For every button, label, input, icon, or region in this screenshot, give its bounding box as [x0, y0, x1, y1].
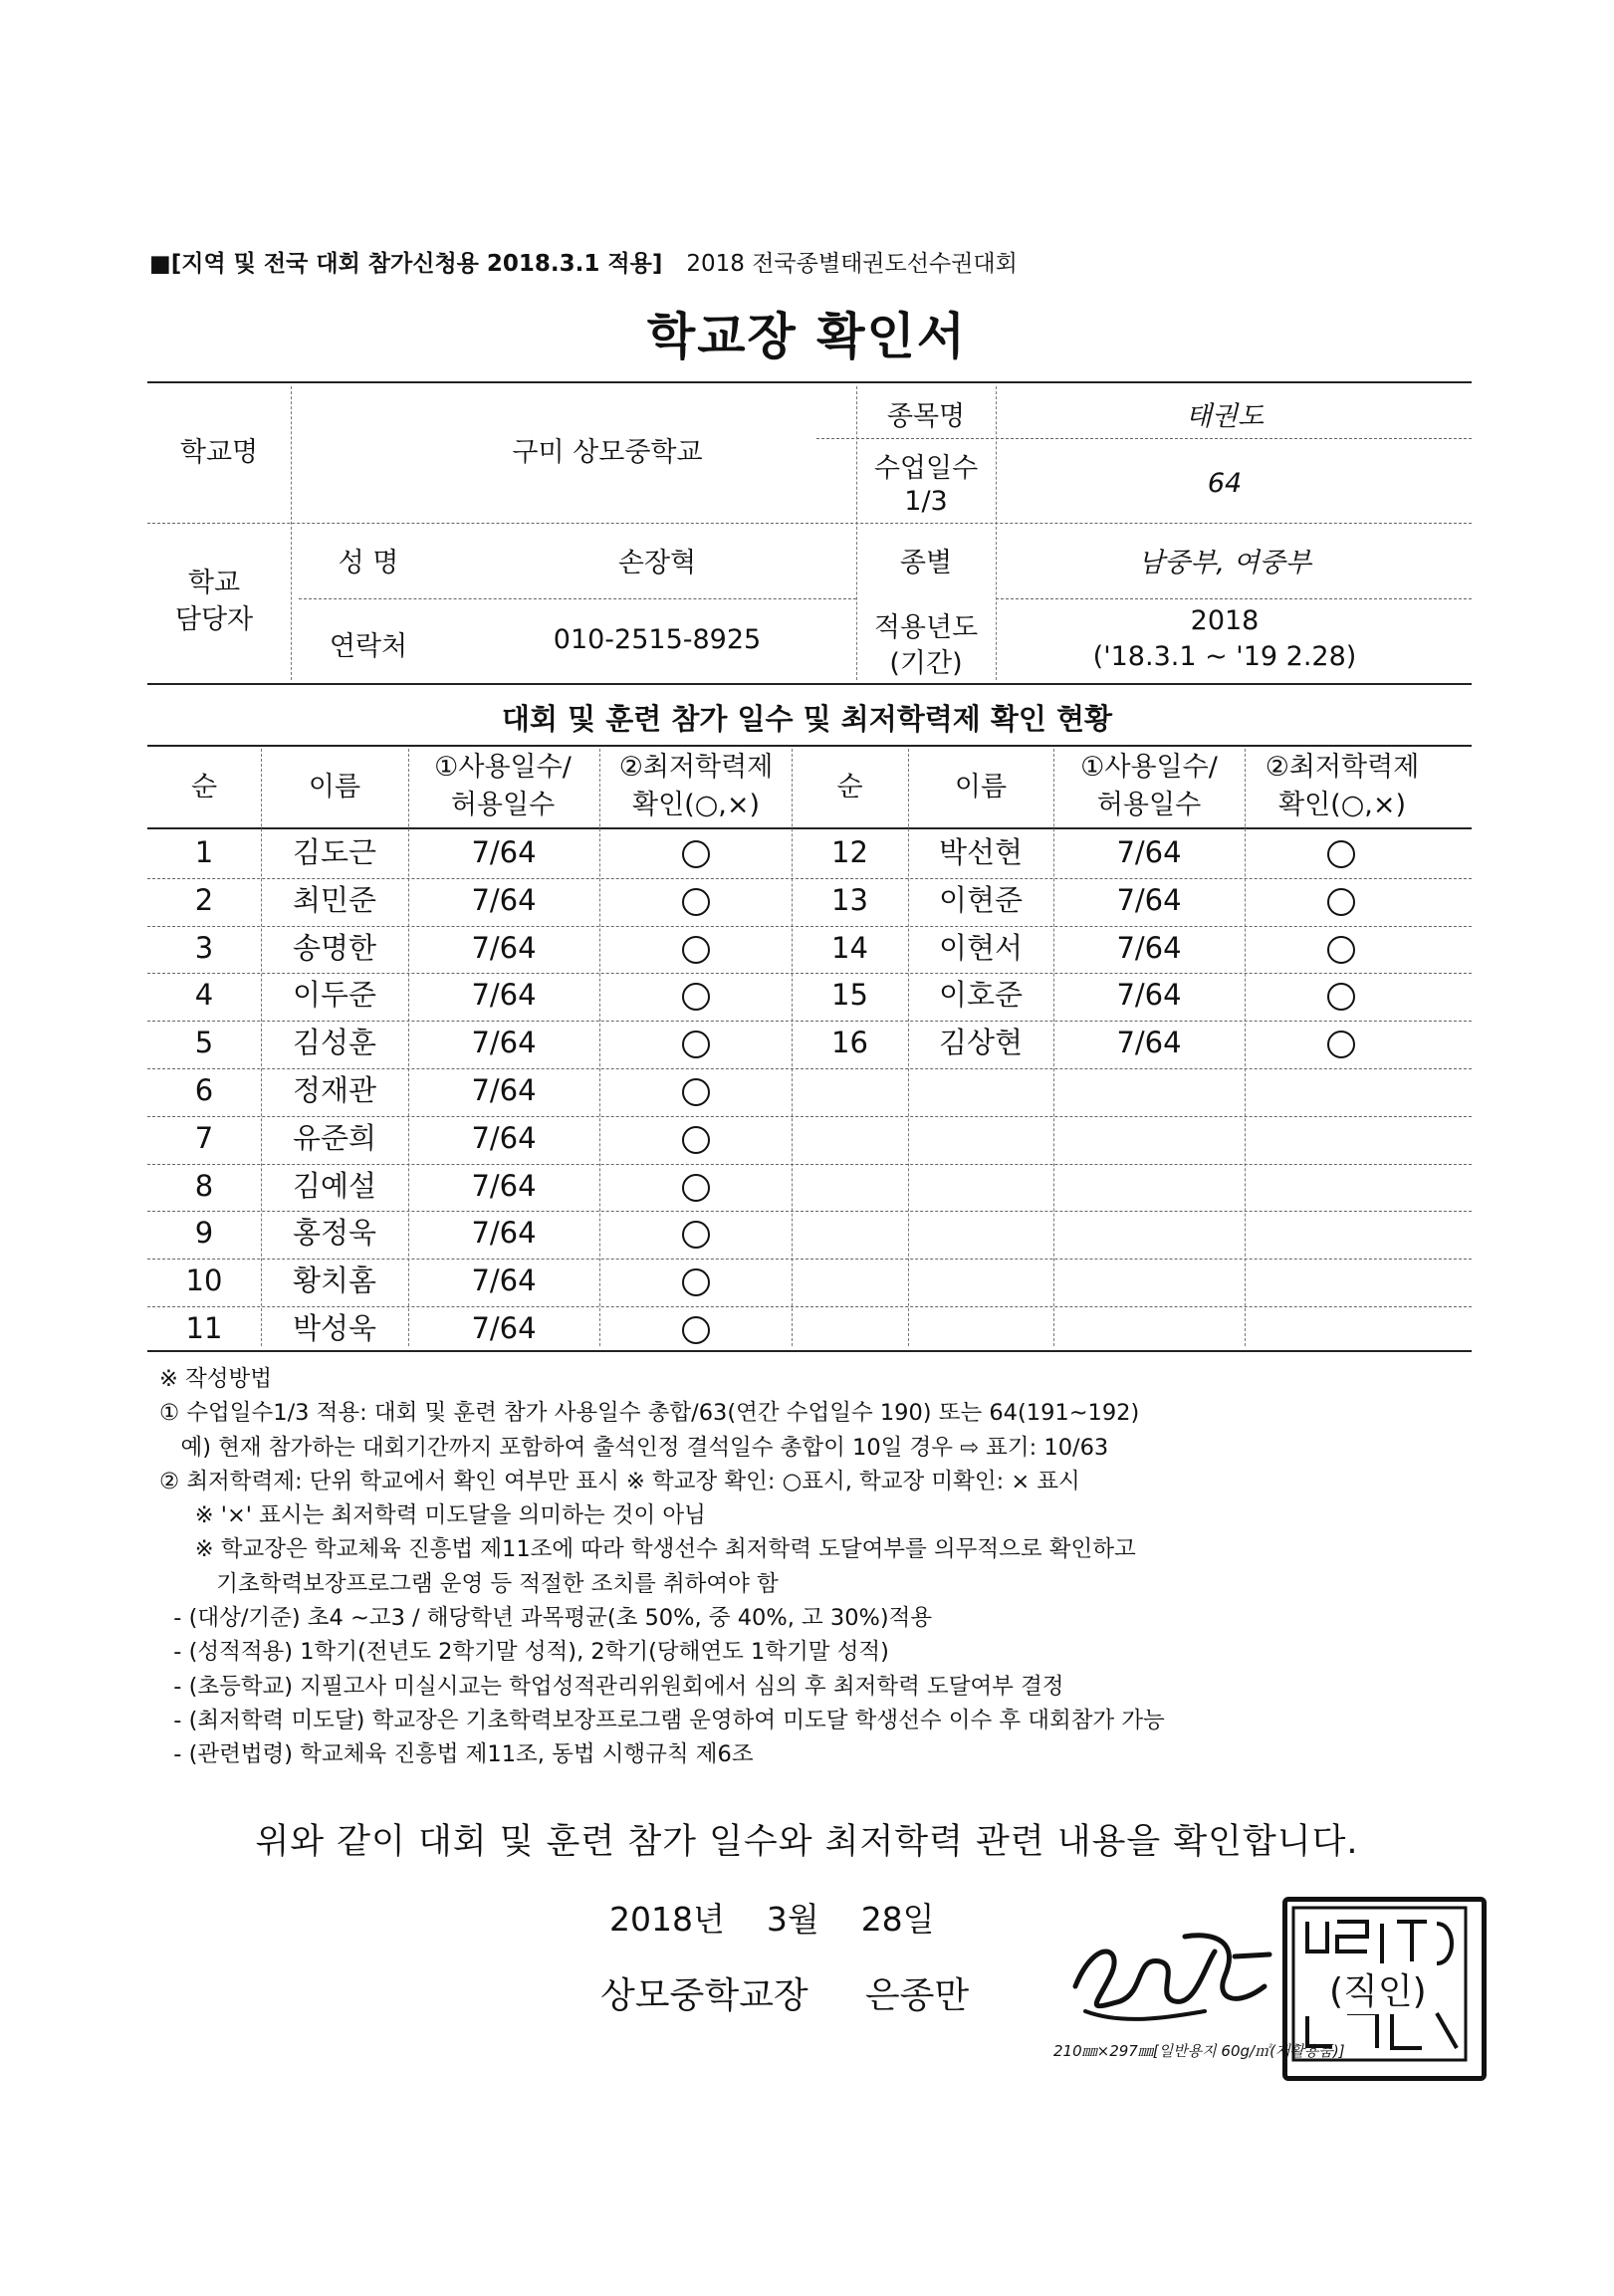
confirm-statement: 위와 같이 대회 및 훈련 참가 일수와 최저학력 관련 내용을 확인합니다. — [255, 1822, 1359, 1862]
row-number: 13 — [831, 882, 868, 917]
student-name: 박선현 — [938, 835, 1024, 869]
instructions — [159, 1362, 1165, 1772]
student-name: 황치홈 — [292, 1263, 377, 1298]
col-name-right: 이름 — [954, 772, 1008, 803]
col-name-left: 이름 — [308, 772, 361, 803]
row-number: 7 — [194, 1120, 214, 1155]
check-circle-icon — [1327, 840, 1355, 868]
table-top-rule — [147, 745, 1472, 747]
check-circle-icon — [1327, 1031, 1355, 1058]
days-used: 7/64 — [471, 882, 537, 917]
row-number: 16 — [831, 1026, 868, 1060]
year-label-1: 적용년도 — [873, 612, 979, 643]
note-line: - (초등학교) 지필고사 미실시교는 학업성적관리위원회에서 심의 후 최저학력 도달여부 결정 — [159, 1673, 1064, 1700]
student-name: 유준희 — [292, 1120, 377, 1155]
days-label-2: 1/3 — [904, 486, 948, 517]
academic-check — [1245, 880, 1437, 920]
student-name: 최민준 — [292, 882, 377, 917]
student-name: 이호준 — [938, 978, 1024, 1013]
division-label: 종별 — [899, 548, 953, 578]
student-name: 김성훈 — [292, 1026, 377, 1060]
seal-mark: (직인) — [1329, 1963, 1427, 2014]
col-check-left-1: ②최저학력제 — [618, 752, 774, 783]
note-line: ① 수업일수1/3 적용: 대회 및 훈련 참가 사용일수 총합/63(연간 수업일수 190) 또는 64(191~192) — [159, 1400, 1140, 1427]
days-used: 7/64 — [1116, 978, 1182, 1013]
name-label: 성 명 — [338, 548, 399, 578]
signatory-name: 은종만 — [864, 1975, 970, 2016]
student-name: 이현준 — [938, 882, 1024, 917]
note-line: - (대상/기준) 초4 ~고3 / 해당학년 과목평균(초 50%, 중 40%, 고 30%)적용 — [159, 1605, 933, 1632]
row-rule — [147, 1211, 1472, 1212]
check-circle-icon — [1327, 888, 1355, 916]
row-rule — [147, 1068, 1472, 1069]
manager-label-1: 학교 — [187, 568, 241, 598]
info-rule-3 — [299, 598, 856, 599]
row-number: 9 — [194, 1216, 214, 1251]
col-no-left: 순 — [190, 772, 218, 803]
check-circle-icon — [682, 1126, 710, 1154]
row-number: 8 — [194, 1168, 214, 1203]
page-title: 학교장 확인서 — [646, 308, 968, 365]
date-day: 28일 — [860, 1900, 935, 1939]
check-circle-icon — [682, 1316, 710, 1344]
division-value: 남중부, 여중부 — [1138, 548, 1311, 578]
academic-check — [1245, 1023, 1437, 1062]
academic-check — [599, 975, 792, 1015]
academic-check — [1245, 928, 1437, 968]
row-number: 5 — [194, 1026, 214, 1060]
note-line: ※ '×' 표시는 최저학력 미도달을 의미하는 것이 아님 — [159, 1502, 706, 1529]
row-rule — [147, 1021, 1472, 1022]
sport-value: 태권도 — [1185, 401, 1265, 432]
academic-check — [599, 1118, 792, 1158]
row-rule — [147, 926, 1472, 927]
col-check-right-1: ②최저학력제 — [1265, 752, 1420, 783]
row-rule — [147, 1306, 1472, 1307]
days-used: 7/64 — [471, 1263, 537, 1298]
academic-check — [599, 928, 792, 968]
academic-check — [599, 1023, 792, 1062]
sport-label: 종목명 — [886, 401, 966, 432]
days-used: 7/64 — [1116, 882, 1182, 917]
academic-check — [599, 832, 792, 872]
col-days-left-1: ①사용일수/ — [434, 752, 572, 783]
paper-spec: 210㎜×297㎜[일반용지 60g/㎡(재활용품)] — [1053, 2042, 1345, 2060]
school-value: 구미 상모중학교 — [512, 437, 703, 468]
check-circle-icon — [682, 888, 710, 916]
student-name: 김예설 — [292, 1168, 377, 1203]
name-value: 손장혁 — [617, 548, 697, 578]
row-rule — [147, 1116, 1472, 1117]
col-days-right-2: 허용일수 — [1096, 790, 1202, 820]
signatory — [600, 1967, 969, 2018]
days-used: 7/64 — [471, 1168, 537, 1203]
year-value: 2018 — [1190, 605, 1260, 636]
academic-check — [599, 1261, 792, 1300]
form-header — [149, 245, 1018, 278]
info-rule-4 — [996, 598, 1472, 599]
student-name: 김도근 — [292, 835, 377, 869]
note-line: ※ 학교장은 학교체육 진흥법 제11조에 따라 학생선수 최저학력 도달여부를 의무적으로 확인하고 — [159, 1536, 1136, 1563]
row-number: 15 — [831, 978, 868, 1013]
days-used: 7/64 — [1116, 1026, 1182, 1060]
info-top-rule — [147, 381, 1472, 383]
note-line: 예) 현재 참가하는 대회기간까지 포함하여 출석인정 결석일수 총합이 10일 경우 ⇨ 표기: 10/63 — [159, 1434, 1109, 1461]
col-check-right-2: 확인(○,×) — [1278, 790, 1406, 820]
academic-check — [1245, 832, 1437, 872]
row-number: 3 — [194, 930, 214, 965]
student-name: 송명한 — [292, 930, 377, 965]
student-name: 박성욱 — [292, 1311, 377, 1345]
check-circle-icon — [682, 1221, 710, 1249]
table-header-rule — [147, 827, 1472, 829]
days-used: 7/64 — [471, 1216, 537, 1251]
info-divider-3 — [996, 386, 997, 680]
days-used: 7/64 — [471, 835, 537, 869]
check-circle-icon — [682, 1174, 710, 1202]
col-check-left-2: 확인(○,×) — [632, 790, 760, 820]
days-used: 7/64 — [471, 1311, 537, 1345]
check-circle-icon — [1327, 983, 1355, 1011]
info-rule-2 — [147, 523, 1472, 524]
row-number: 4 — [194, 978, 214, 1013]
check-circle-icon — [682, 1031, 710, 1058]
period-value: ('18.3.1 ~ '19 2.28) — [1092, 641, 1357, 672]
days-used: 7/64 — [1116, 930, 1182, 965]
days-used: 7/64 — [471, 1073, 537, 1107]
academic-check — [599, 1070, 792, 1110]
academic-check — [599, 1166, 792, 1206]
row-rule — [147, 1259, 1472, 1260]
signature-image — [1065, 1917, 1304, 2036]
days-used: 7/64 — [471, 1026, 537, 1060]
student-name: 홍정욱 — [292, 1216, 377, 1251]
note-line: - (최저학력 미도달) 학교장은 기초학력보장프로그램 운영하여 미도달 학생선수 이수 후 대회참가 가능 — [159, 1707, 1165, 1733]
row-rule — [147, 878, 1472, 879]
academic-check — [1245, 975, 1437, 1015]
check-circle-icon — [682, 840, 710, 868]
info-rule-1 — [816, 438, 1472, 439]
note-line: - (성적적용) 1학기(전년도 2학기말 성적), 2학기(당해연도 1학기말 성적) — [159, 1639, 889, 1666]
event-name: 2018 전국종별태권도선수권대회 — [686, 251, 1018, 277]
row-rule — [147, 1164, 1472, 1165]
info-bottom-rule — [147, 683, 1472, 685]
col-days-right-1: ①사용일수/ — [1080, 752, 1218, 783]
student-name: 이현서 — [938, 930, 1024, 965]
row-rule — [147, 973, 1472, 974]
academic-check — [599, 1308, 792, 1348]
row-number: 14 — [831, 930, 868, 965]
student-name: 정재관 — [292, 1073, 377, 1107]
col-no-right: 순 — [836, 772, 863, 803]
check-circle-icon — [1327, 936, 1355, 964]
info-divider-1 — [291, 386, 292, 680]
row-number: 6 — [194, 1073, 214, 1107]
days-used: 7/64 — [1116, 835, 1182, 869]
school-label: 학교명 — [179, 437, 259, 468]
contact-value: 010-2515-8925 — [553, 624, 762, 655]
form-tag: ■[지역 및 전국 대회 참가신청용 2018.3.1 적용] — [149, 251, 663, 277]
contact-label: 연락처 — [329, 631, 408, 662]
section-title: 대회 및 훈련 참가 일수 및 최저학력제 확인 현황 — [501, 702, 1113, 736]
row-number: 10 — [185, 1263, 223, 1298]
row-number: 12 — [831, 835, 868, 869]
check-circle-icon — [682, 936, 710, 964]
note-line: ② 최저학력제: 단위 학교에서 확인 여부만 표시 ※ 학교장 확인: ○표시, 학교장 미확인: × 표시 — [159, 1468, 1080, 1494]
manager-label-2: 담당자 — [174, 604, 254, 635]
date-month: 3월 — [766, 1900, 819, 1939]
check-circle-icon — [682, 1268, 710, 1296]
note-line: 기초학력보장프로그램 운영 등 적절한 조치를 취하여야 함 — [159, 1570, 779, 1597]
table-bottom-rule — [147, 1350, 1472, 1352]
year-label-2: (기간) — [889, 648, 963, 679]
col-days-left-2: 허용일수 — [450, 790, 556, 820]
row-number: 2 — [194, 882, 214, 917]
student-name: 김상현 — [938, 1026, 1024, 1060]
row-number: 11 — [185, 1311, 223, 1345]
signatory-title: 상모중학교장 — [600, 1975, 808, 2016]
date-year: 2018년 — [609, 1900, 725, 1939]
days-used: 7/64 — [471, 930, 537, 965]
note-line: ※ 작성방법 — [159, 1366, 272, 1392]
confirm-date — [609, 1894, 935, 1941]
days-value: 64 — [1207, 468, 1243, 499]
row-number: 1 — [194, 835, 214, 869]
student-name: 이두준 — [292, 978, 377, 1013]
check-circle-icon — [682, 983, 710, 1011]
academic-check — [599, 1213, 792, 1253]
academic-check — [599, 880, 792, 920]
note-line: - (관련법령) 학교체육 진흥법 제11조, 동법 시행규칙 제6조 — [159, 1741, 754, 1768]
check-circle-icon — [682, 1078, 710, 1106]
days-used: 7/64 — [471, 1120, 537, 1155]
days-used: 7/64 — [471, 978, 537, 1013]
days-label-1: 수업일수 — [873, 453, 979, 484]
